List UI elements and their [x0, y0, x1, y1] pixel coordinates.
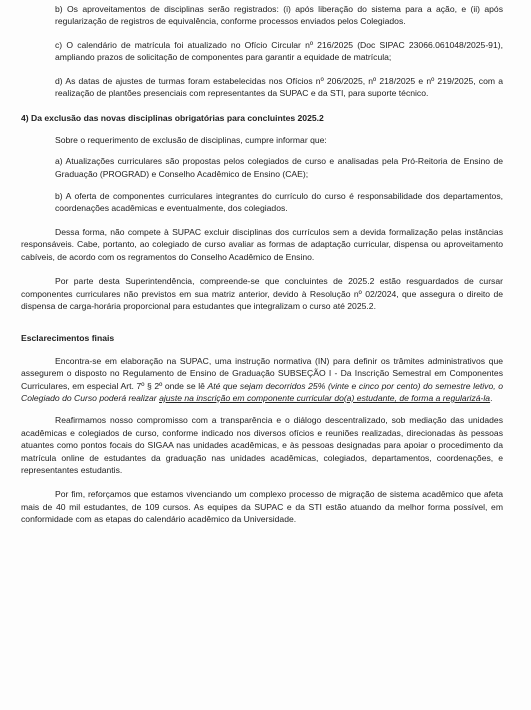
final-p1-italic: Até que sejam decorridos 25% (vinte e cinco por cento) do semestre letivo, o Colegiado do Curso poderá realizar — [21, 380, 503, 403]
section-4-paragraph-1: Dessa forma, não compete à SUPAC excluir disciplinas dos currículos sem a devida formalização pelas instâncias responsáveis. Cabe, portanto, ao colegiado de curso avaliar as formas de adaptação curricular, dispensa ou aproveitamento cabíveis, de acordo com os regramentos do Conselho Acadêmico de Ensino. — [21, 226, 503, 262]
item-b-aproveitamentos: b) Os aproveitamentos de disciplinas serão registrados: (i) após liberação do sistema para a ação, e (ii) após regularização de registros de equivalência, conforme processos enviados pelos Colegiados. — [55, 4, 503, 27]
section-4-heading: 4) Da exclusão das novas disciplinas obrigatórias para concluintes 2025.2 — [21, 113, 324, 124]
final-p1-underline: ajuste na inscrição em componente curricular do(a) estudante, de forma a regularizá-la — [159, 392, 491, 403]
final-p1-end: . — [490, 392, 493, 403]
final-p1-start: Encontra-se em elaboração na SUPAC, uma instrução normativa (IN) para definir os trâmites administrativos que assegurem o disposto no Regulamento de Ensino de Graduação SUBSEÇÃO I - Da Inscrição Semestral em Componentes Curriculares, em especial Art. 7º § 2º onde se lê — [21, 355, 503, 391]
section-4-item-a: a) Atualizações curriculares são propostas pelos colegiados de curso e analisadas pela Pró-Reitoria de Ensino de Graduação (PROGRAD) e Conselho Acadêmico de Ensino (CAE); — [55, 156, 503, 179]
section-4-item-b: b) A oferta de componentes curriculares integrantes do currículo do curso é responsabilidade dos departamentos, coordenações acadêmicas e eventualmente, dos colegiados. — [55, 191, 503, 214]
final-paragraph-2: Reafirmamos nosso compromisso com a transparência e o diálogo descentralizado, sob mediação das unidades acadêmicas e colegiados de curso, conforme indicado nos diversos ofícios e reuniões realizadas, direcionadas às pessoas atuantes como pontos focais do SIGAA nas unidades acadêmicas, e às pessoas designadas para apoiar o procedimento da matrícula online de estudantes da graduação nas unidades acadêmicas, colegiados, departamentos, coordenações, e representantes estudantis. — [21, 415, 503, 475]
final-paragraph-3: Por fim, reforçamos que estamos vivenciando um complexo processo de migração de sistema acadêmico que afeta mais de 40 mil estudantes, de 109 cursos. As equipes da SUPAC e da STI estão atuando da melhor forma possível, em conformidade com as etapas do calendário acadêmico da Universidade. — [21, 489, 503, 525]
final-heading: Esclarecimentos finais — [21, 333, 115, 344]
section-4-paragraph-2: Por parte desta Superintendência, compreende-se que concluintes de 2025.2 estão resguardados de cursar componentes curriculares não previstos em sua matriz anterior, devido à Resolução nº 02/2024, que assegura o direito de dispensa de carga-horária proporcional para estudantes que integralizam o curso até 2025.2. — [21, 276, 503, 311]
item-c-calendario: c) O calendário de matrícula foi atualizado no Ofício Circular nº 216/2025 (Doc SIPAC 23066.061048/2025-91), ampliando prazos de solicitação de componentes para garantir a equidade de matrícula; — [55, 39, 503, 63]
section-4-intro: Sobre o requerimento de exclusão de disciplinas, cumpre informar que: — [55, 134, 327, 145]
item-d-ajustes: d) As datas de ajustes de turmas foram estabelecidas nos Ofícios nº 206/2025, nº 218/2025 e nº 219/2025, com a realização de plantões presenciais com representantes da SUPAC e da STI, para suporte técnico. — [55, 75, 503, 99]
final-paragraph-1 — [21, 355, 503, 405]
